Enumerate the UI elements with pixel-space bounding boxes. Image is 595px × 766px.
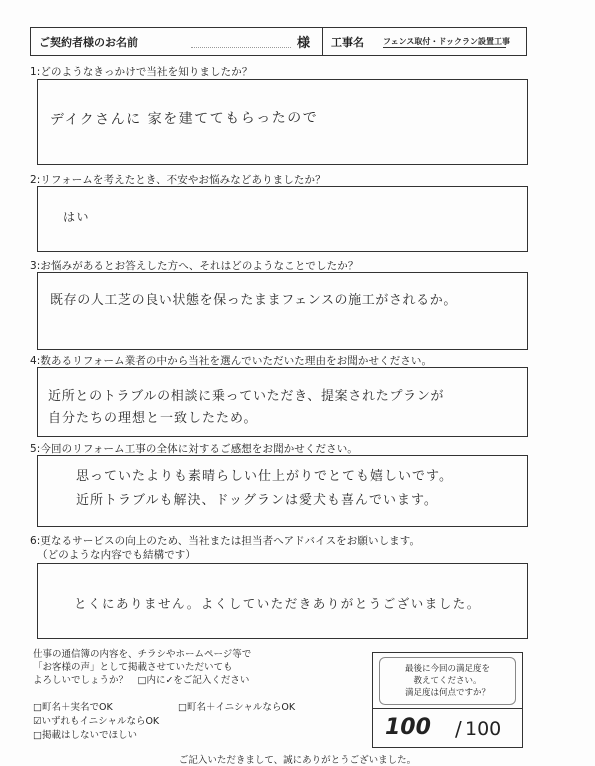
question-3-label: 3:お悩みがあるとお答えした方へ、それはどのようなことでしたか？ (30, 260, 359, 272)
publish-note-line-1: 仕事の通信簿の内容を、チラシやホームページ等で (33, 649, 252, 660)
satisfaction-score-box[interactable] (372, 708, 523, 748)
question-2-label: 2:リフォームを考えたとき、不安やお悩みなどありましたか？ (30, 174, 326, 186)
answer-1-line-1: デイクさんに 家を建ててもらったので (49, 109, 319, 129)
job-name-value: フェンス取付・ドックラン設置工事 (383, 37, 511, 46)
honorific-sama: 様 (297, 36, 311, 51)
answer-6-line-1: とくにありません。よくしていただきありがとうございました。 (74, 596, 481, 611)
answer-box-2[interactable] (37, 186, 528, 252)
publish-note-line-2: 「お客様の声」として掲載させていただいても (33, 662, 233, 673)
answer-box-6[interactable] (37, 563, 528, 639)
answer-box-3[interactable] (37, 272, 528, 350)
option-town-real-name[interactable]: □町名＋実名でOK (33, 702, 113, 713)
score-handwritten: 100 (385, 715, 431, 740)
customer-name-label: ご契約者様のお名前 (39, 35, 138, 49)
answer-box-5[interactable] (37, 455, 528, 527)
question-4-label: 4:数あるリフォーム業者の中から当社を選んでいただいた理由をお聞かせください。 (30, 355, 433, 367)
answer-box-4[interactable] (37, 367, 528, 437)
answer-5-line-1: 思っていたよりも素晴らしい仕上がりでとても嬉しいです。 (76, 469, 453, 484)
question-1-label: 1:どのようなきっかけで当社を知りましたか？ (30, 66, 253, 78)
score-max: 100 (465, 718, 502, 740)
satisfaction-prompt-frame (379, 657, 516, 705)
answer-4-line-1: 近所とのトラブルの相談に乗っていただき、提案されたプランが (48, 389, 445, 404)
satisfaction-prompt-line-2: 教えてください。 (413, 675, 482, 686)
question-5-label: 5:今回のリフォーム工事の全体に対するご感想をお聞かせください。 (30, 443, 358, 455)
customer-name-line (191, 47, 291, 48)
score-slash: / (455, 717, 462, 741)
answer-3-line-1: 既存の人工芝の良い状態を保ったままフェンスの施工がされるか。 (50, 293, 457, 308)
option-initials-only-checked[interactable]: ☑いずれもイニシャルならOK (33, 716, 160, 727)
question-6-label: 6:更なるサービスの向上のため、当社または担当者へアドバイスをお願いします。 (30, 535, 421, 547)
job-name-underline (383, 47, 506, 48)
publish-note-line-3: よろしいでしょうか？ □内に✓をご記入ください (33, 675, 250, 686)
answer-4-line-2: 自分たちの理想と一致したため。 (48, 411, 258, 426)
question-6-sublabel: （どのような内容でも結構です） (37, 549, 196, 561)
answer-2-line-1: はい (63, 210, 91, 224)
thanks-message: ご記入いただきまして、誠にありがとうございました。 (178, 755, 417, 766)
publish-consent-note (33, 648, 251, 687)
satisfaction-prompt-line-3: 満足度は何点ですか？ (404, 687, 490, 698)
option-no-publish[interactable]: □掲載はしないでほしい (33, 730, 137, 741)
option-town-initials[interactable]: □町名＋イニシャルならOK (178, 702, 296, 713)
answer-box-1[interactable] (37, 79, 528, 165)
header-table (30, 27, 527, 56)
job-name-label: 工事名 (331, 35, 364, 49)
answer-5-line-2: 近所トラブルも解決、ドッグランは愛犬も喜んでいます。 (76, 493, 438, 508)
header-divider (322, 28, 323, 55)
satisfaction-prompt-box (372, 652, 523, 709)
satisfaction-prompt-line-1: 最後に今回の満足度を (404, 663, 490, 674)
